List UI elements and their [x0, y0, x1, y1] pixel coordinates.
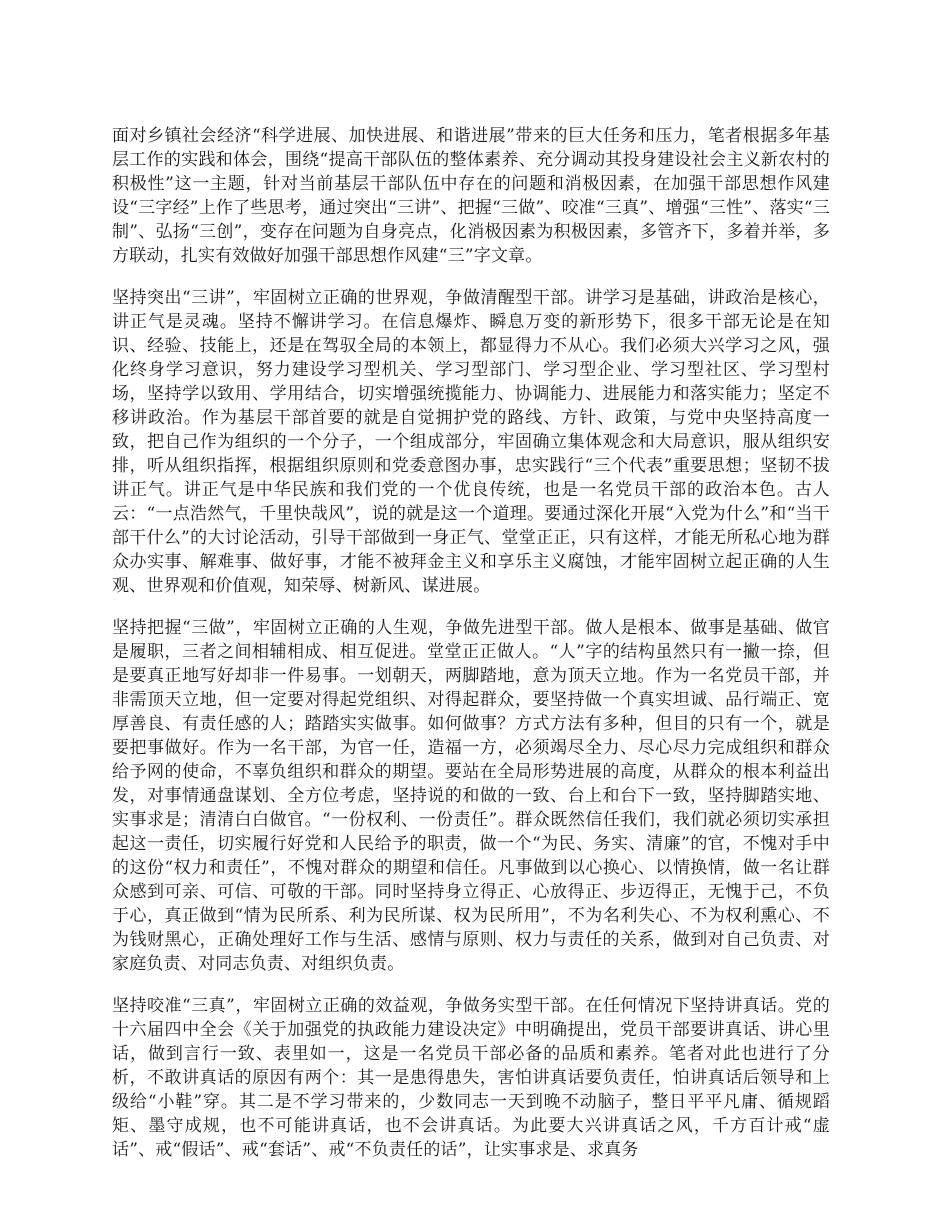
- san-zhen-paragraph: 坚持咬准“三真”，牢固树立正确的效益观，争做务实型干部。在任何情况下坚持讲真话。党的十六届四中全会《关于加强党的执政能力建设决定》中明确提出，党员干部要讲真话、讲心里话，做到言行一致、表里如一，这是一名党员干部必备的品质和素养。笔者对此也进行了分析，不敢讲真话的原因有两个：其一是患得患失，害怕讲真话要负责任，怕讲真话后领导和上级给“小鞋”穿。其二是不学习带来的，少数同志一天到晚不动脑子，整日平平凡庸、循规蹈矩、墨守成规，也不可能讲真话，也不会讲真话。为此要大兴讲真话之风，千方百计戒“虚话”、戒“假话”、戒“套话”、戒“不负责任的话”，让实事求是、求真务: [112, 996, 830, 1160]
- intro-paragraph: 面对乡镇社会经济“科学进展、加快进展、和谐进展”带来的巨大任务和压力，笔者根据多年基层工作的实践和体会，围绕“提高干部队伍的整体素养、充分调动其投身建设社会主义新农村的积极性”这一主题，针对当前基层干部队伍中存在的问题和消极因素，在加强干部思想作风建设“三字经”上作了些思考，通过突出“三讲”、把握“三做”、咬准“三真”、增强“三性”、落实“三制”、弘扬“三创”，变存在问题为自身亮点，化消极因素为积极因素，多管齐下，多着并举，多方联动，扎实有效做好加强干部思想作风建“三”字文章。: [112, 126, 830, 266]
- san-zuo-paragraph: 坚持把握“三做”，牢固树立正确的人生观，争做先进型干部。做人是根本、做事是基础、做官是履职，三者之间相辅相成、相互促进。堂堂正正做人。“人”字的结构虽然只有一撇一捺，但是要真正地写好却非一件易事。一划朝天，两脚踏地，意为顶天立地。作为一名党员干部，并非需顶天立地，但一定要对得起党组织、对得起群众，要坚持做一个真实坦诚、品行端正、宽厚善良、有责任感的人；踏踏实实做事。如何做事？方式方法有多种，但目的只有一个，就是要把事做好。作为一名干部，为官一任，造福一方，必须竭尽全力、尽心尽力完成组织和群众给予网的使命，不辜负组织和群众的期望。要站在全局形势进展的高度，从群众的根本利益出发，对事情通盘谋划、全方位考虑，坚持说的和做的一致、台上和台下一致，坚持脚踏实地、实事求是；清清白白做官。“一份权利、一份责任”。群众既然信任我们，我们就必须切实承担起这一责任，切实履行好党和人民给予的职责，做一个“为民、务实、清廉”的官，不愧对手中的这份“权力和责任”，不愧对群众的期望和信任。凡事做到以心换心、以情换情，做一名让群众感到可亲、可信、可敬的干部。同时坚持身立得正、心放得正、步迈得正，无愧于己，不负于心，真正做到“情为民所系、利为民所谋、权为民所用”，不为名利失心、不为权利熏心、不为钱财黑心，正确处理好工作与生活、感情与原则、权力与责任的关系，做到对自己负责、对家庭负责、对同志负责、对组织负责。: [112, 618, 830, 974]
- document-body: [112, 124, 830, 1180]
- san-jiang-paragraph: 坚持突出“三讲”，牢固树立正确的世界观，争做清醒型干部。讲学习是基础，讲政治是核心，讲正气是灵魂。坚持不懈讲学习。在信息爆炸、瞬息万变的新形势下，很多干部无论是在知识、经验、技能上，还是在驾驭全局的本领上，都显得力不从心。我们必须大兴学习之风，强化终身学习意识，努力建设学习型机关、学习型部门、学习型企业、学习型社区、学习型村场，坚持学以致用、学用结合，切实增强统揽能力、协调能力、进展能力和落实能力；坚定不移讲政治。作为基层干部首要的就是自觉拥护党的路线、方针、政策，与党中央坚持高度一致，把自己作为组织的一个分子，一个组成部分，牢固确立集体观念和大局意识，服从组织安排，听从组织指挥，根据组织原则和党委意图办事，忠实践行“三个代表”重要思想；坚韧不拔讲正气。讲正气是中华民族和我们党的一个优良传统，也是一名党员干部的政治本色。古人云：“一点浩然气，千里快哉风”，说的就是这一个道理。要通过深化开展“入党为什么”和“当干部干什么”的大讨论活动，引导干部做到一身正气、堂堂正正，只有这样，才能无所私心地为群众办实事、解难事、做好事，才能不被拜金主义和享乐主义腐蚀，才能牢固树立起正确的人生观、世界观和价值观，知荣辱、树新风、谋进展。: [112, 288, 830, 596]
